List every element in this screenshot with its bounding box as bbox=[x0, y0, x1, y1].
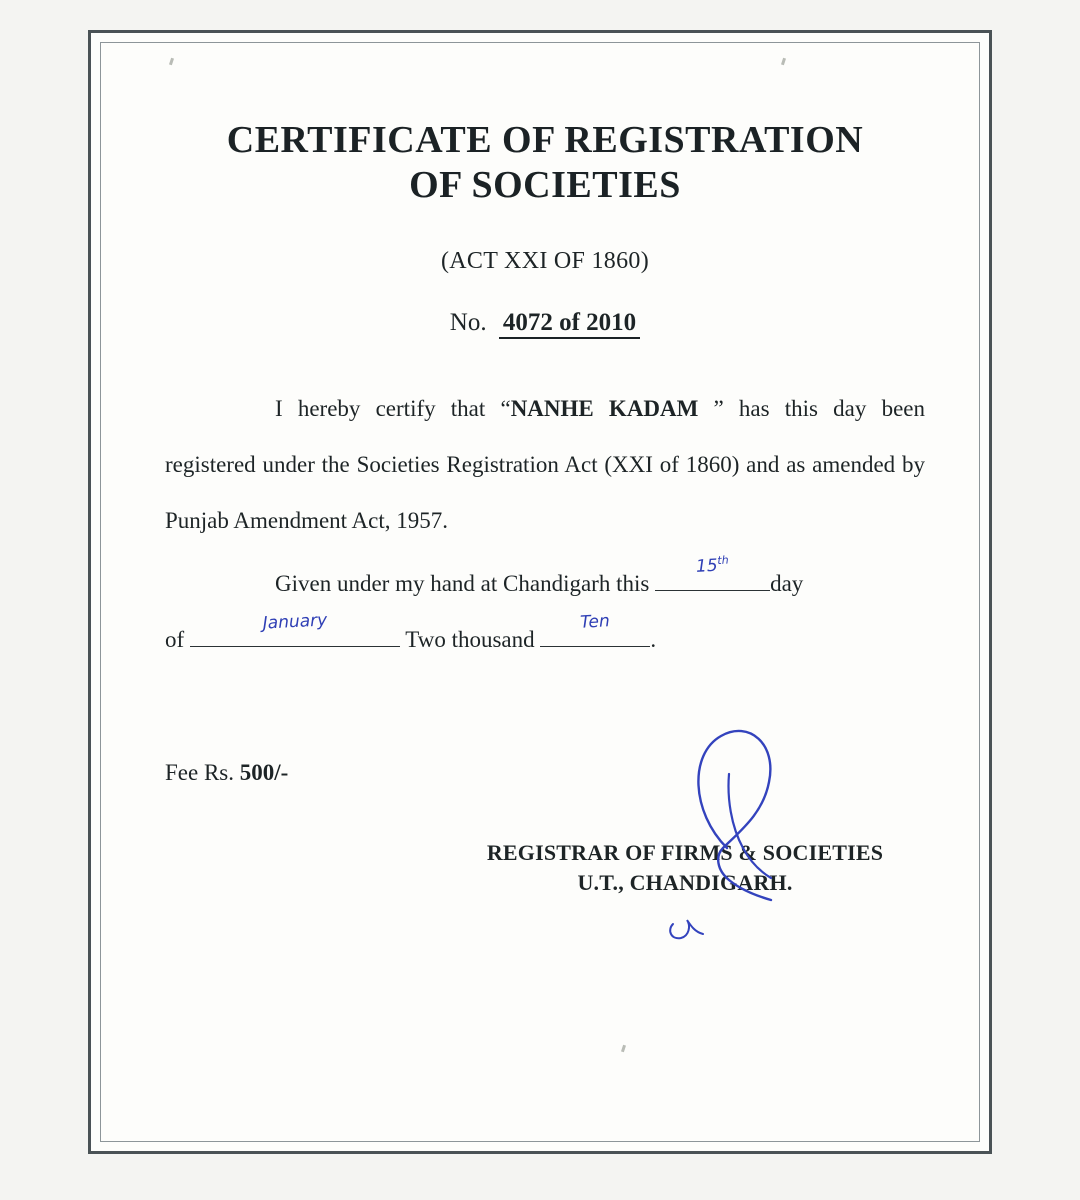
given-prefix: Given under my hand at Chandigarh this bbox=[275, 570, 650, 596]
registration-number-label: No. bbox=[449, 308, 487, 336]
title-line-2: OF SOCIETIES bbox=[409, 163, 681, 206]
fee-label: Fee Rs. bbox=[165, 760, 234, 786]
month-blank-field[interactable] bbox=[190, 610, 400, 647]
certify-suffix: ” has this day been registered under the Societies Registration Act (XXI of 1860) and as amended by Punjab Amendment Act, 1957. bbox=[165, 395, 925, 534]
of-word: of bbox=[165, 627, 185, 653]
registrar-line-2: U.T., CHANDIGARH. bbox=[577, 869, 793, 895]
registrar-title bbox=[435, 838, 935, 897]
fee-amount: 500/- bbox=[239, 760, 289, 786]
title-line-1: CERTIFICATE OF REGISTRATION bbox=[226, 119, 864, 161]
day-word: day bbox=[770, 570, 804, 596]
handwritten-day: 15th bbox=[695, 553, 730, 577]
act-reference: (ACT XXI OF 1860) bbox=[441, 247, 649, 274]
handwritten-year: Ten bbox=[580, 611, 611, 634]
certification-paragraph bbox=[165, 381, 925, 550]
page-title bbox=[165, 118, 925, 208]
sentence-period: . bbox=[650, 627, 657, 653]
registration-number-value: 4072 of 2010 bbox=[499, 309, 640, 339]
certificate-content bbox=[105, 60, 985, 1140]
year-blank-field[interactable] bbox=[540, 611, 650, 647]
handwritten-month: January bbox=[262, 610, 328, 635]
given-under-hand-paragraph bbox=[165, 553, 925, 669]
registrar-line-1: REGISTRAR OF FIRMS & SOCIETIES bbox=[486, 840, 884, 865]
signature-initial-icon bbox=[663, 908, 723, 948]
day-blank-field[interactable] bbox=[655, 553, 770, 591]
signature-block bbox=[435, 750, 935, 897]
society-name: NANHE KADAM bbox=[510, 395, 699, 421]
certify-prefix: I hereby certify that “ bbox=[275, 395, 511, 421]
registration-number-line bbox=[165, 309, 925, 337]
two-thousand-label: Two thousand bbox=[405, 627, 535, 653]
